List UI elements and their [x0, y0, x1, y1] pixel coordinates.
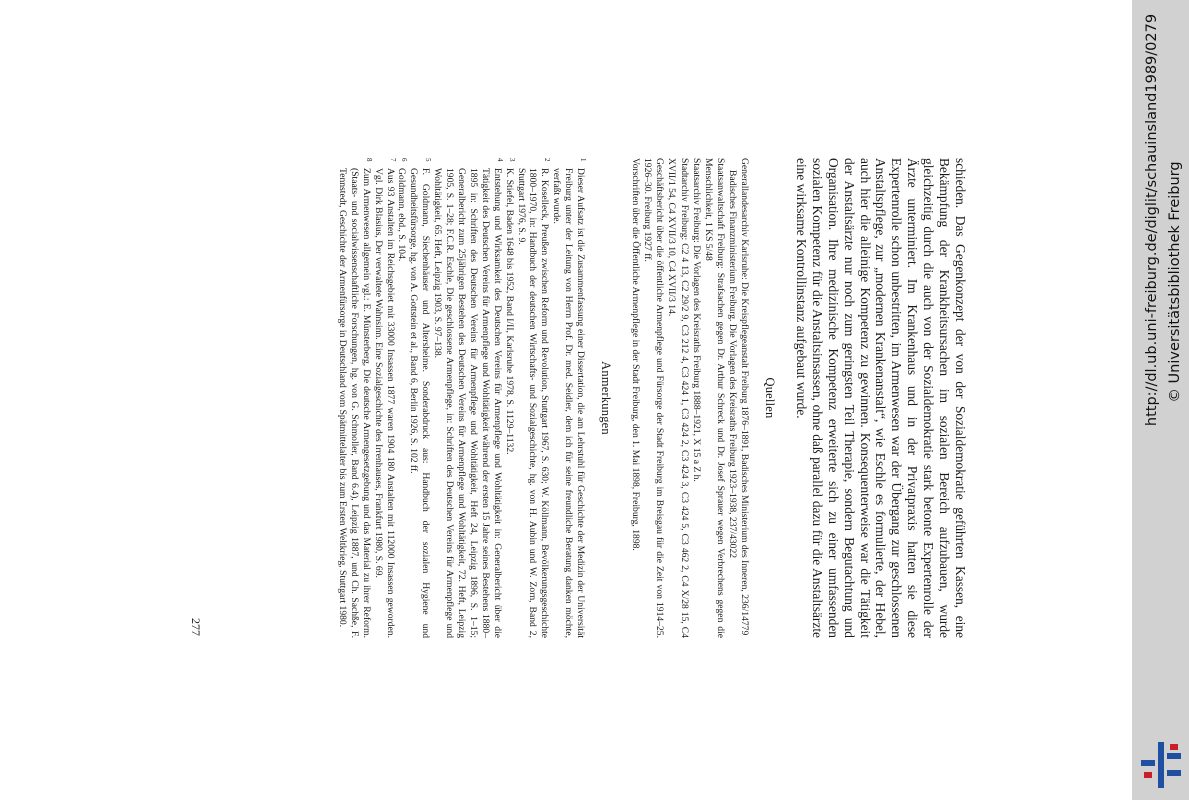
footnote-text: F. Goldmann, Siechenhäuser und Altersheime. Sonderabdruck aus: Handbuch der sozialen Hygiene und Gesundheitsfürsorge, hg. von A. Gottstein et al., Band 6, Berlin 1926, S. 102 ff.	[408, 168, 432, 638]
logo-bar	[1167, 753, 1181, 759]
footnote-number: 4	[495, 158, 504, 162]
source-entry: Badisches Finanzministerium Freiburg. Die Vorlagen des Kreisraths Freiburg 1923–1938, 237/43022	[726, 170, 738, 559]
footnote-text: Dieser Aufsatz ist die Zusammenfassung einer Dissertation, die am Lehrstuhl für Geschichte der Medizin der Universität Freiburg unter der Leitung von Herrn Prof. Dr. med. Seidler, dem ich für seine freundliche Beratung danken möchte, verfaßt wurde.	[551, 168, 587, 638]
footnote-text: Goldmann, ebd., S. 104.	[396, 168, 408, 262]
footnote-number: 6	[400, 158, 409, 162]
logo-bar	[1167, 770, 1181, 776]
body-paragraph: schieden. Das Gegenkonzept der von der Sozialdemokratie geführten Kassen, eine Bekämpfung der Krankheitsursachen im sozialen Bereich aufzubauen, wurde gleichzeitig durch die auch von der Sozialdemokratie stark betonte Expertenrolle der Ärzte unterminiert. Im Krankenhaus und in der Privatpraxis hatten sie diese Expertenrolle schon unbestritten, im Armenwesen war der Übergang zur geschlossenen Anstaltspflege, zur „modernen Krankenanstalt“, wie Eschle es formulierte, der Hebel, auch hier die alleinige Kompetenz zu gewinnen. Konsequenterweise war die Tätigkeit der Anstaltsärzte nur noch zum geringsten Teil Therapie, sondern Begutachtung und Organisation. Ihre medizinische Kompetenz erweiterte sich zu einer umfassenden sozialen Kompetenz für die Anstaltsinsassen, ohne daß parallel dazu für die Anstaltsärzte eine wirksame Kontrollinstanz aufgebaut wurde.	[793, 158, 968, 638]
footnote	[372, 158, 396, 638]
logo-bar	[1170, 744, 1178, 750]
source-entry: Stadtarchiv Freiburg: C2 4 13, C2 29/2 9, C3 212 4, C3 424 1, C3 424 2, C3 424 3, C3 424 5, C3 462 2, C4 X/28 15, C4 XVII/1 54, C4 XVII/3 10, C4 XVII/3 14.	[666, 158, 690, 638]
footnote	[550, 158, 586, 638]
sources-heading: Quellen	[763, 377, 778, 419]
source-url[interactable]: http://dl.ub.uni-freiburg.de/diglit/schauinsland1989/0279	[1143, 13, 1160, 427]
footnote-number: 7	[388, 158, 397, 162]
source-entry: Vorschriften über die Öffentliche Armenpflege in der Stadt Freiburg, den 1. Mai 1898, Freiburg, 1898.	[630, 158, 642, 551]
footnote-text: Aus 93 Anstalten im Reichsgebiet mit 33000 Insassen 1877 waren 1904 180 Anstalten mit 112000 Insassen geworden. Vgl. Dirk Blasius, Der verwaltete Wahnsinn. Eine Sozialgeschichte des Irrenhauses, Frankfurt 1980, S. 69.	[372, 168, 396, 638]
source-entry: Generallandesarchiv Karlsruhe: Die Kreispflegeanstalt Freiburg 1876–1891, Badisches Ministerium des Inneren, 236/14779	[739, 158, 751, 636]
footnote	[396, 158, 408, 638]
footnote-number: 1	[579, 158, 588, 162]
footnote-number: 8	[364, 158, 373, 162]
footnote-text: R. Koselleck, Preußen zwischen Reform und Revolution, Stuttgart 1967, S. 630; W. Köllmann, Bevölkerungsgeschichte 1800–1970, in: Handbuch der deutschen Wirtschafts- und Sozialgeschichte, hg. von H. Aubin und W. Zorn, Band 2, Stuttgart 1976, S. 9.	[515, 168, 551, 638]
footnote	[336, 158, 372, 638]
footnote	[431, 158, 502, 638]
source-entry: Staatsarchiv Freiburg: Die Vorlagen des Kreisraths Freiburg 1888–1921, X 15 a Z h.	[690, 158, 702, 482]
footnote-number: 5	[424, 158, 433, 162]
footnote-number: 3	[507, 158, 516, 162]
footnote-number: 2	[543, 158, 552, 162]
source-entry: Staatsanwaltschaft Freiburg: Strafsachen gegen Dr. Arthur Schreck und Dr. Josef Sprauer wegen Verbrechens gegen die Menschlichkeit, 1 KS 5/48	[702, 158, 726, 638]
logo-bar	[1158, 742, 1164, 788]
footnote-text: Entstehung und Wirksamkeit des Deutschen Vereins für Armenpflege und Wohltätigkeit in: Generalbericht über die Tätigkeit des Deutschen Vereins für Armenpflege und Wohltätigkeit während der ersten 15 Jahre seines Bestehens 1880–1895 in: Schriften des Deutschen Vereins für Armenpflege und Wohltätigkeit, Heft 24, Leipzig 1896, S. 1–15; Generalbericht zum 25jährigen Bestehen des Deutschen Vereins für Armenpflege und Wohltätigkeit, 72. Heft, Leipzig 1905, S. 1–28; F.C.R. Eschle, Die geschlossene Armenpflege, in: Schriften des Deutschen Vereins für Armenpflege und Wohltätigkeit, 65. Heft, Leipzig 1903, S. 97–138.	[432, 168, 503, 638]
page-number: 277	[189, 618, 203, 636]
footnote-text: K. Stiefel, Baden 1648 bis 1952, Band I/II, Karlsruhe 1978, S. 1129–1132.	[503, 168, 515, 455]
sources-list	[629, 158, 750, 638]
notes-heading: Anmerkungen	[599, 361, 614, 435]
footnotes-list	[336, 158, 586, 638]
rotated-text-block	[188, 158, 968, 638]
logo-bar	[1141, 760, 1155, 766]
watermark-sidebar	[1132, 0, 1189, 800]
logo-bar	[1144, 772, 1152, 778]
footnote	[408, 158, 432, 638]
footnote	[503, 158, 515, 638]
footnote	[515, 158, 551, 638]
footnote-text: Zum Armenwesen allgemein vgl.: E. Münsterberg, Die deutsche Armengesetzgebung und das Material zu ihrer Reform. (Staats- und socialwissenschaftliche Forschungen, hg. von G. Schmoller, Band 6.4), Leipzig 1887, und Ch. Sachße, F. Tennstedt, Geschichte der Armenfürsorge in Deutschland vom Spätmittelalter bis zum Ersten Weltkrieg, Stuttgart 1980.	[336, 168, 372, 638]
source-entry: Geschäftsbericht über die öffentliche Armenpflege und Fürsorge der Stadt Freiburg im Breisgau für die Zeit von 1914–25. 1926–30. Freiburg 1927 ff.	[642, 158, 666, 638]
library-logo-icon	[1141, 742, 1181, 788]
copyright-notice: © Universitätsbibliothek Freiburg	[1166, 161, 1183, 403]
